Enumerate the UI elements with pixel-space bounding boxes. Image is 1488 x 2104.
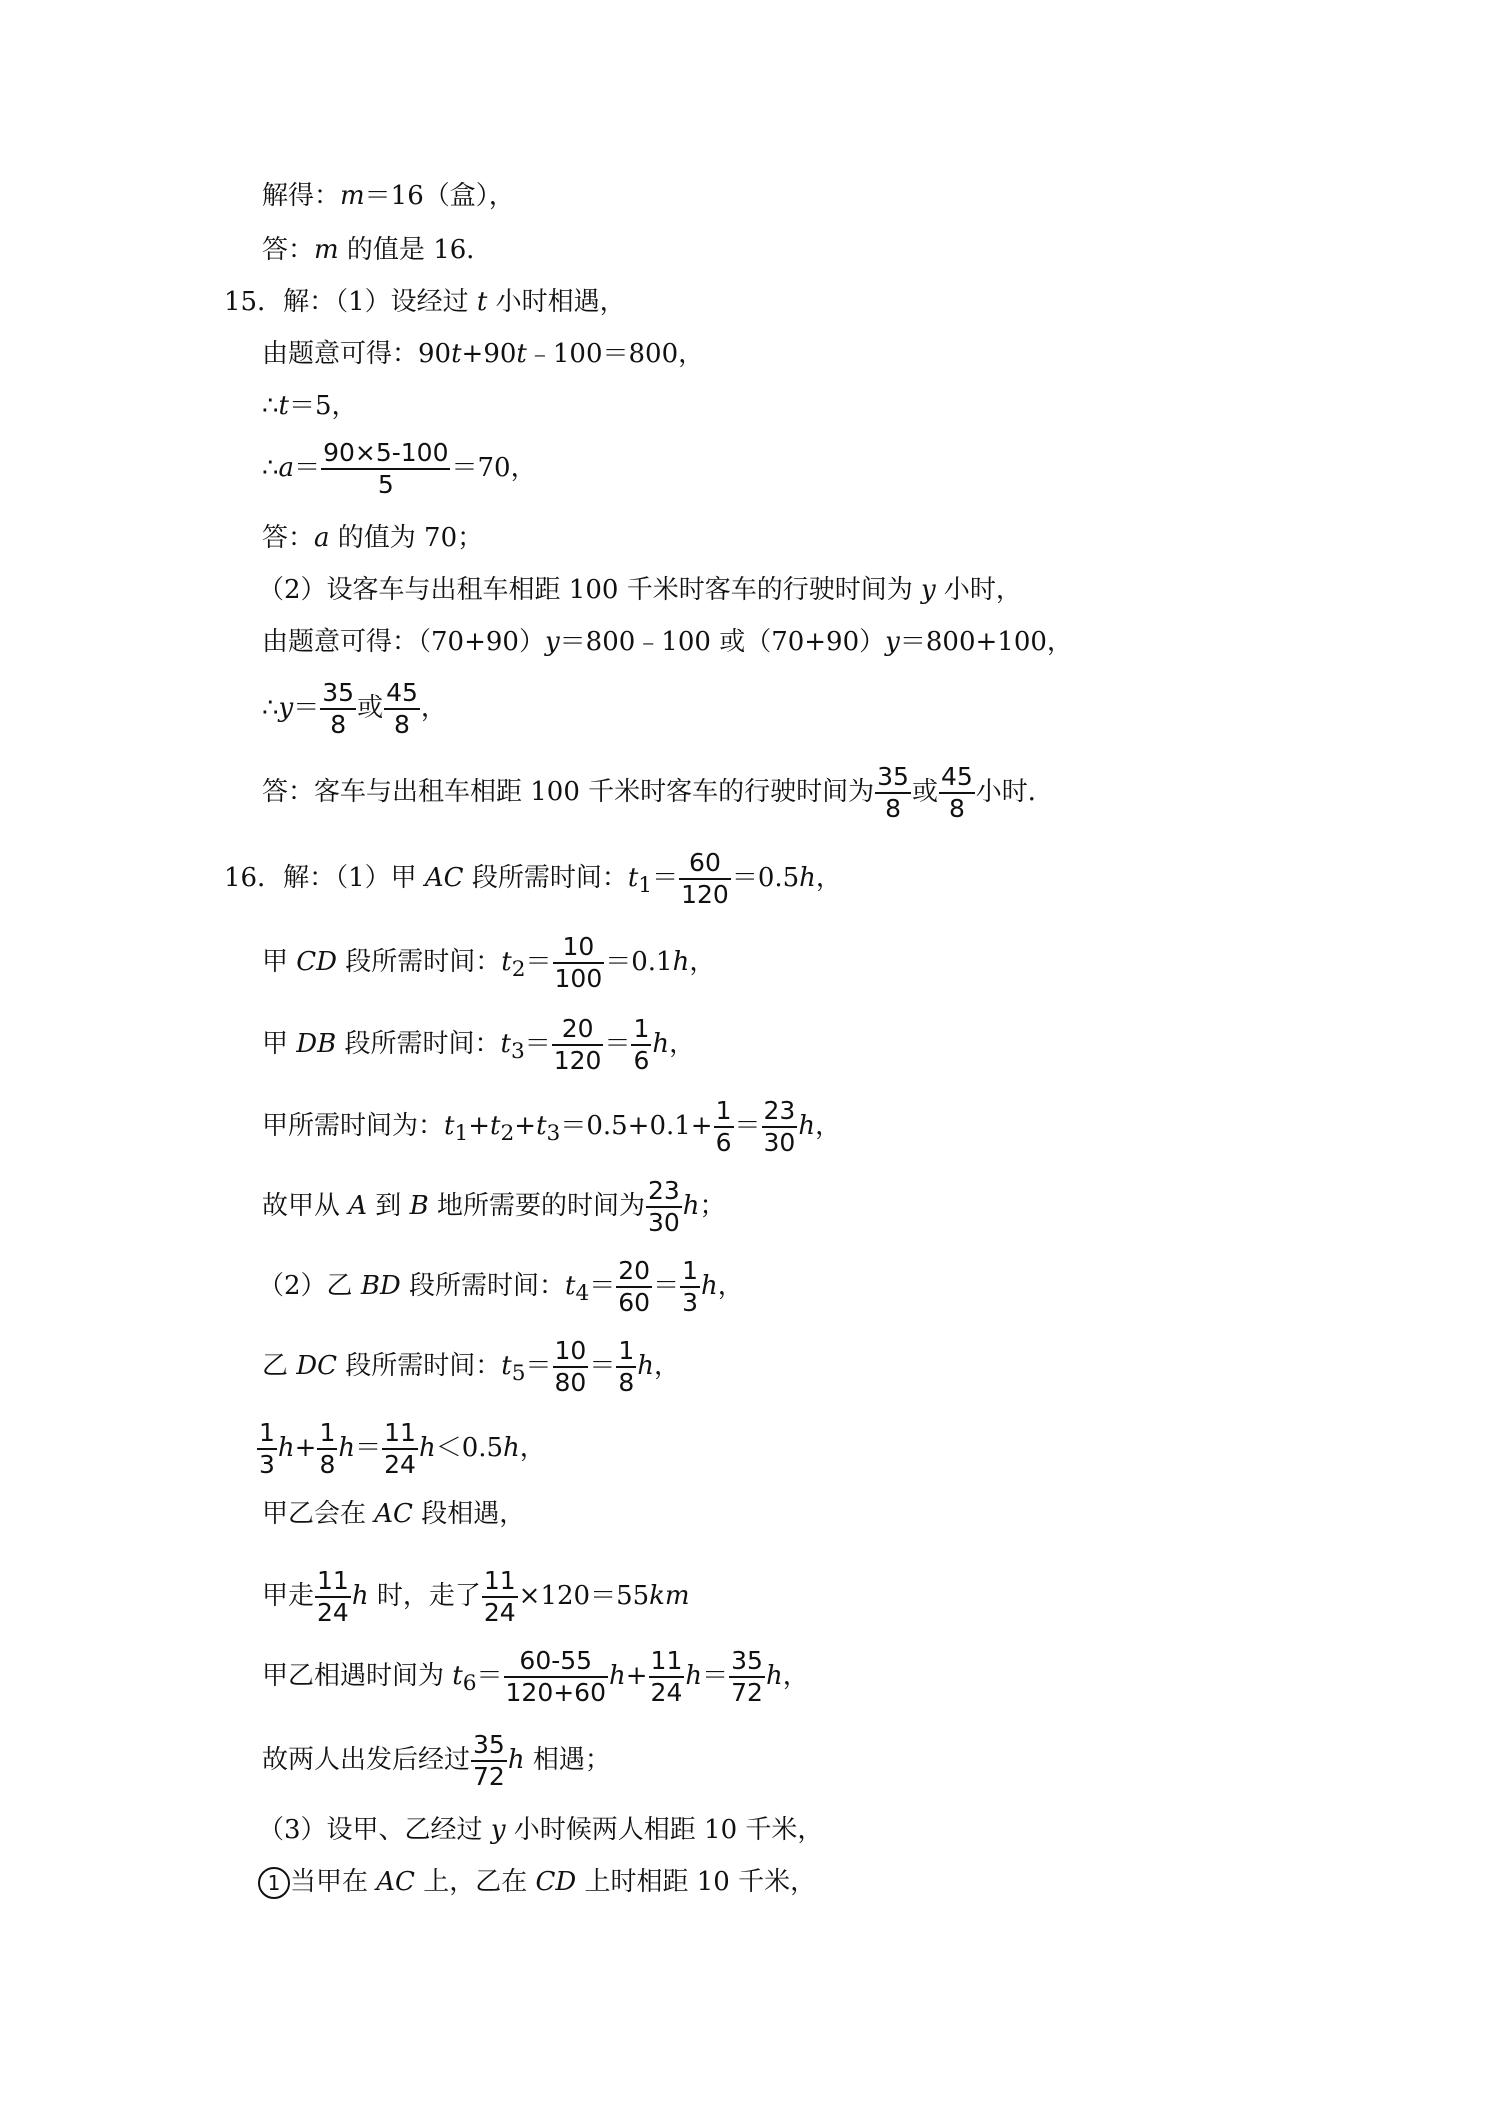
fraction: $\frac{20}{120}$ [553, 1014, 602, 1075]
circled-number: 1 [258, 1867, 290, 1899]
fraction: $\frac{10}{100}$ [554, 932, 603, 993]
text-line: 由题意可得：（70+90）y＝800﹣100 或（70+90）y＝800+100， [262, 627, 1073, 657]
text-line: （3）设甲、乙经过 y 小时候两人相距 10 千米， [258, 1815, 824, 1845]
question-heading: 16．解：（1）甲 AC 段所需时间：$t_1=$ $\frac{60}{120}$ ＝0.5h， [224, 848, 842, 909]
fraction: $\frac{60-55}{120+60}$ [505, 1646, 606, 1707]
text-line: 由题意可得：90t+90t﹣100＝800， [262, 339, 705, 369]
formula-line: 甲走 $\frac{11}{24}$ h 时，走了 $\frac{11}{24}$ ×120＝55km [262, 1566, 690, 1627]
fraction: $\frac{90\times 5-100}{5}$ [323, 438, 449, 499]
text-line: 甲乙会在 AC 段相遇， [262, 1499, 526, 1529]
fraction: $\frac{23}{30}$ [763, 1096, 796, 1157]
fraction: $\frac{11}{24}$ [317, 1566, 349, 1627]
fraction: $\frac{35}{8}$ [877, 762, 909, 823]
formula-line: 故两人出发后经过 $\frac{35}{72}$ h 相遇； [262, 1730, 611, 1791]
formula-line: ∴a＝ $\frac{90\times 5-100}{5}$ ＝70， [262, 438, 537, 499]
formula-line: 甲所需时间为：$t_1+t_2+t_3=0.5+0.1+$ $\frac{1}{6}$ ＝ $\frac{23}{30}$ h， [262, 1096, 842, 1157]
text-line: 答：a 的值为 70； [262, 523, 484, 553]
fraction: $\frac{35}{72}$ [731, 1646, 763, 1707]
fraction: $\frac{1}{8}$ [319, 1418, 336, 1479]
formula-line: 甲 DB 段所需时间：$t_3=$ $\frac{20}{120}$ ＝ $\frac{1}{6}$ h， [262, 1014, 696, 1075]
fraction: $\frac{23}{30}$ [647, 1176, 680, 1237]
question-number: 15． [224, 287, 284, 317]
fraction: $\frac{11}{24}$ [650, 1646, 683, 1707]
formula-line: 甲乙相遇时间为 $t_6=$ $\frac{60-55}{120+60}$ h+ $\frac{11}{24}$ h＝ $\frac{35}{72}$ h， [262, 1646, 809, 1707]
question-number: 16． [224, 863, 284, 893]
formula-line: $\frac{1}{3}$ h+ $\frac{1}{8}$ h＝ $\frac{11}{24}$ h＜0.5h， [259, 1418, 546, 1479]
text-line: （2）设客车与出租车相距 100 千米时客车的行驶时间为 y 小时， [258, 575, 1022, 605]
text-line: 答：m 的值是 16． [262, 235, 493, 265]
fraction: $\frac{45}{8}$ [940, 762, 973, 823]
formula-line: 故甲从 A 到 B 地所需要的时间为 $\frac{23}{30}$ h； [262, 1176, 726, 1237]
fraction: $\frac{1}{6}$ [633, 1014, 650, 1075]
text-line: 1 当甲在 AC 上，乙在 CD 上时相距 10 千米， [258, 1864, 816, 1900]
fraction: $\frac{35}{72}$ [473, 1730, 505, 1791]
formula-line: 答：客车与出租车相距 100 千米时客车的行驶时间为 $\frac{35}{8}$ 或 $\frac{45}{8}$ 小时． [262, 762, 1054, 823]
formula-line: ∴y＝ $\frac{35}{8}$ 或 $\frac{45}{8}$ ， [262, 678, 447, 739]
formula-line: 甲 CD 段所需时间：$t_2=$ $\frac{10}{100}$ ＝0.1h， [262, 932, 716, 993]
fraction: $\frac{35}{8}$ [322, 678, 355, 739]
fraction: $\frac{10}{80}$ [554, 1336, 587, 1397]
fraction: $\frac{11}{24}$ [483, 1566, 516, 1627]
fraction: $\frac{1}{3}$ [259, 1418, 275, 1479]
fraction: $\frac{20}{60}$ [618, 1256, 651, 1317]
fraction: $\frac{45}{8}$ [386, 678, 418, 739]
question-heading: 15．解：（1）设经过 t 小时相遇， [224, 287, 626, 317]
fraction: $\frac{1}{3}$ [682, 1256, 699, 1317]
formula-line: （2）乙 BD 段所需时间：$t_4=$ $\frac{20}{60}$ ＝ $\frac{1}{3}$ h， [258, 1256, 744, 1317]
fraction: $\frac{1}{6}$ [715, 1096, 732, 1157]
fraction: $\frac{1}{8}$ [618, 1336, 635, 1397]
text-line: 解得：m＝16（盒）， [262, 181, 515, 211]
fraction: $\frac{11}{24}$ [384, 1418, 416, 1479]
fraction: $\frac{60}{120}$ [681, 848, 729, 909]
formula-line: 乙 DC 段所需时间：$t_5=$ $\frac{10}{80}$ ＝ $\frac{1}{8}$ h， [262, 1336, 681, 1397]
text-line: ∴t＝5， [262, 391, 358, 421]
